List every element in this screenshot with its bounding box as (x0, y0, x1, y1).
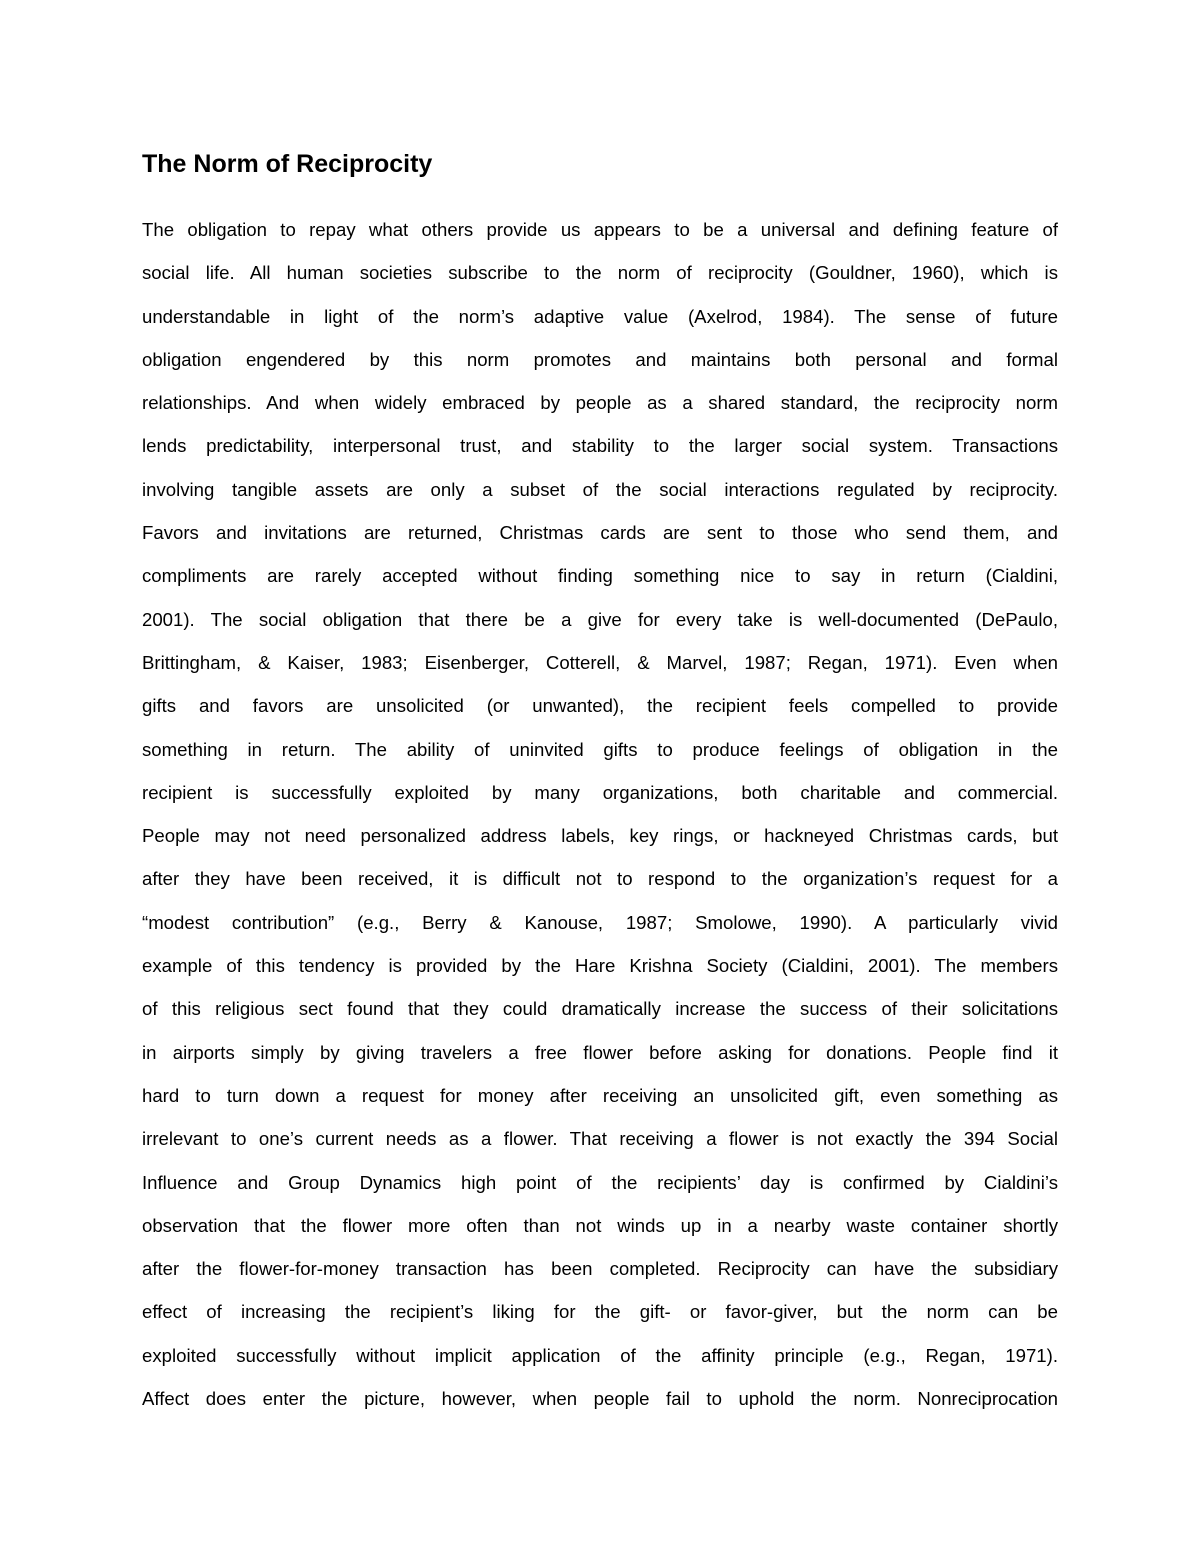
text-line: involving tangible assets are only a subset of the social interactions regulated by reciprocity. (142, 478, 1058, 500)
text-line: irrelevant to one’s current needs as a flower. That receiving a flower is not exactly the 394 Social (142, 1128, 1058, 1150)
text-line: 2001). The social obligation that there be a give for every take is well-documented (DePaulo, (142, 608, 1058, 630)
text-line: in airports simply by giving travelers a free flower before asking for donations. People find it (142, 1041, 1058, 1063)
text-line: “modest contribution” (e.g., Berry & Kanouse, 1987; Smolowe, 1990). A particularly vivid (142, 911, 1058, 933)
text-line: Brittingham, & Kaiser, 1983; Eisenberger, Cotterell, & Marvel, 1987; Regan, 1971). Even when (142, 651, 1058, 673)
text-line: understandable in light of the norm’s adaptive value (Axelrod, 1984). The sense of future (142, 305, 1058, 327)
text-line: recipient is successfully exploited by many organizations, both charitable and commercial. (142, 781, 1058, 803)
text-line: Affect does enter the picture, however, when people fail to uphold the norm. Nonreciprocation (142, 1388, 1058, 1410)
text-line: something in return. The ability of uninvited gifts to produce feelings of obligation in the (142, 738, 1058, 760)
text-line: hard to turn down a request for money after receiving an unsolicited gift, even something as (142, 1084, 1058, 1106)
text-line: observation that the flower more often than not winds up in a nearby waste container shortly (142, 1214, 1058, 1236)
text-line: gifts and favors are unsolicited (or unwanted), the recipient feels compelled to provide (142, 695, 1058, 717)
text-line: The obligation to repay what others provide us appears to be a universal and defining feature of (142, 219, 1058, 240)
text-line: after the flower-for-money transaction has been completed. Reciprocity can have the subsidiary (142, 1258, 1058, 1280)
text-line: effect of increasing the recipient’s liking for the gift- or favor-giver, but the norm can be (142, 1301, 1058, 1323)
document-title: The Norm of Reciprocity (142, 150, 433, 178)
text-line: obligation engendered by this norm promotes and maintains both personal and formal (142, 348, 1058, 370)
body-paragraph (142, 208, 1058, 1420)
text-line: compliments are rarely accepted without finding something nice to say in return (Cialdini, (142, 565, 1058, 587)
text-line: relationships. And when widely embraced by people as a shared standard, the reciprocity norm (142, 392, 1058, 414)
text-line: exploited successfully without implicit application of the affinity principle (e.g., Regan, 1971). (142, 1344, 1058, 1366)
text-line: Favors and invitations are returned, Christmas cards are sent to those who send them, and (142, 522, 1058, 544)
text-line: lends predictability, interpersonal trust, and stability to the larger social system. Transactions (142, 435, 1058, 457)
text-line: People may not need personalized address labels, key rings, or hackneyed Christmas cards, but (142, 825, 1058, 847)
text-line: example of this tendency is provided by the Hare Krishna Society (Cialdini, 2001). The members (142, 955, 1058, 977)
text-line: of this religious sect found that they could dramatically increase the success of their solicitations (142, 998, 1058, 1020)
text-line: Influence and Group Dynamics high point of the recipients’ day is confirmed by Cialdini’s (142, 1171, 1058, 1193)
text-line: after they have been received, it is difficult not to respond to the organization’s request for a (142, 868, 1058, 890)
text-line: social life. All human societies subscribe to the norm of reciprocity (Gouldner, 1960), which is (142, 262, 1058, 284)
